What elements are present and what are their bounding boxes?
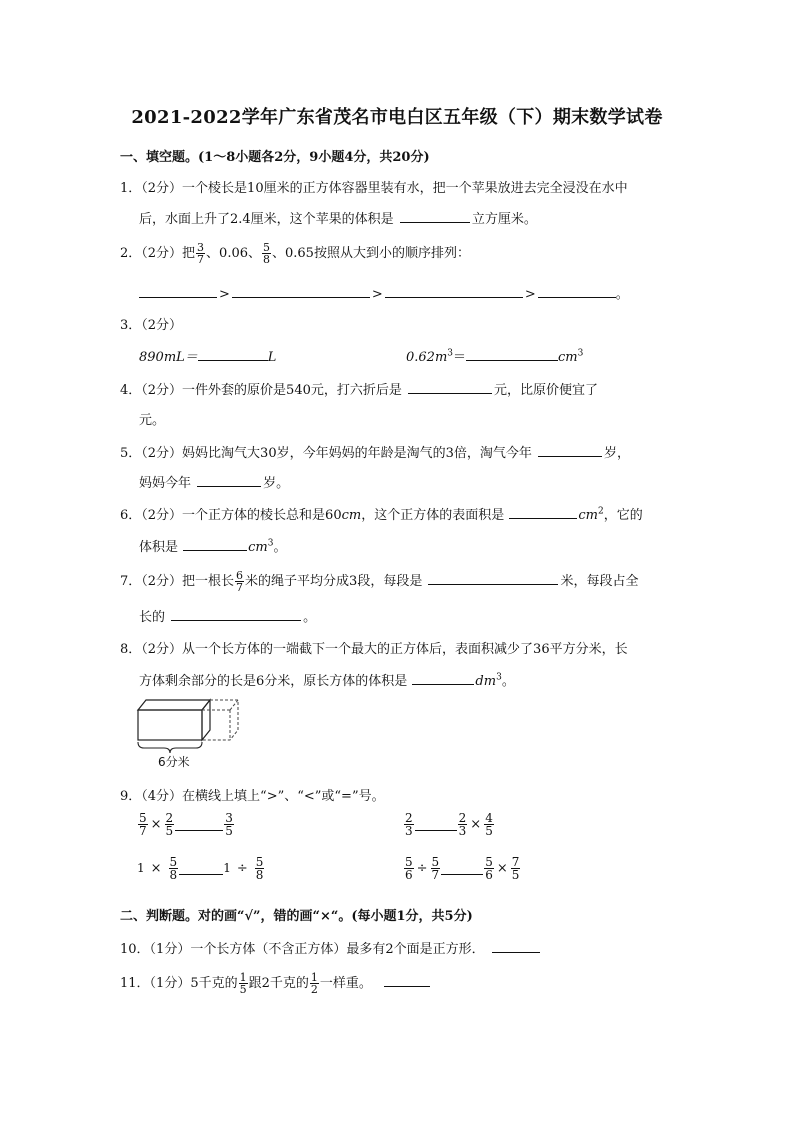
fraction-6-7 [235,570,244,593]
fraction-1-2 [310,972,319,995]
greater-than-sign: > [219,287,230,302]
fraction-denominator: 7 [197,253,205,266]
compare-blank-4[interactable] [441,874,483,875]
fraction-numerator: 5 [255,855,264,869]
fraction-denominator: 5 [485,824,493,838]
question-1-line-1: 1．（2分）一个棱长是10厘米的正方体容器里装有水，把一个苹果放进去完全浸没在水中 [120,181,628,196]
fraction-denominator: 8 [255,868,264,882]
fraction-numerator: 7 [511,855,520,869]
fraction-numerator: 6 [236,569,244,582]
fraction-denominator: 3 [458,824,467,838]
fraction-denominator: 3 [405,824,413,838]
question-1-unit: 立方厘米。 [471,212,537,227]
number-one: 1 [137,861,145,875]
fraction-denominator: 5 [511,868,520,882]
question-11-mid: 跟2千克的 [248,976,309,991]
cuboid-front-face [138,710,202,740]
question-3-b-unit: cm [558,350,578,365]
comparison-2 [403,812,495,837]
fraction [404,812,414,837]
question-8-end: 。 [501,674,515,689]
cuboid-figure [130,696,245,770]
question-3-a-text: 890mL＝ [139,350,198,365]
question-5-blank-1[interactable] [538,445,602,457]
question-10 [120,938,540,957]
fraction [484,812,494,837]
fraction-numerator: 5 [139,811,147,825]
fraction [404,856,414,881]
fraction-denominator: 6 [405,868,413,882]
unit-cm: cm [578,508,598,523]
question-4-blank[interactable] [408,382,492,394]
multiply-sign: × [150,861,162,876]
section-fill-in-heading: 一、填空题。(1～8小题各2分，9小题4分，共20分) [120,150,430,165]
fraction-numerator: 3 [225,811,233,825]
superscript-3: 3 [267,538,274,549]
order-blank-2[interactable] [232,286,370,298]
question-6-blank-2[interactable] [183,539,247,551]
question-2-sep: 、0.06、 [206,246,261,261]
fraction [484,856,494,881]
divide-sign: ÷ [236,861,248,876]
question-1-line-2 [139,208,537,227]
question-5-text: 5．（2分）妈妈比淘气大30岁，今年妈妈的年龄是淘气的3倍，淘气今年 [120,446,532,461]
comparison-3 [137,856,265,881]
question-10-blank[interactable] [492,941,540,953]
question-6-blank-1[interactable] [509,507,577,519]
question-5-blank-2[interactable] [197,475,261,487]
question-3-label: 3．（2分） [120,318,183,333]
question-6-line-1 [120,504,643,523]
fraction-3-7 [196,242,205,265]
fraction-numerator: 5 [431,855,440,869]
comparison-1 [137,812,235,837]
question-11-suffix: 一样重。 [319,976,372,991]
question-10-text: 10．（1分）一个长方体（不含正方体）最多有2个面是正方形． [120,942,485,957]
fraction-denominator: 7 [431,868,440,882]
fraction [255,856,265,881]
fraction-denominator: 5 [165,824,174,838]
question-7-text: 米的绳子平均分成3段，每段是 [245,574,423,589]
compare-blank-3[interactable] [179,874,223,875]
question-7-prefix: 7．（2分）把一根长 [120,574,235,589]
question-7-blank-1[interactable] [428,573,558,585]
fraction-1-5 [239,972,248,995]
question-2-suffix: 、0.65按照从大到小的顺序排列： [272,246,470,261]
cuboid-side-face [202,700,210,740]
fraction-denominator: 5 [225,824,233,838]
question-7-blank-2[interactable] [171,609,301,621]
question-8-line-2 [139,670,515,689]
question-4-line-2: 元。 [139,413,166,428]
fraction-numerator: 1 [239,971,247,984]
multiply-sign: × [496,861,508,876]
fraction-numerator: 5 [169,855,178,869]
unit-dm: dm [475,674,497,689]
fraction [458,812,468,837]
fraction [138,812,148,837]
question-11-blank[interactable] [384,975,430,987]
fraction-denominator: 7 [236,581,244,594]
question-3-b-blank[interactable] [466,349,558,361]
fraction-numerator: 4 [485,811,493,825]
multiply-sign: × [470,817,482,832]
question-7-end: 。 [303,610,317,625]
question-4-line-1 [120,379,598,398]
divide-sign: ÷ [416,861,428,876]
question-6-text-2: ，这个正方体的表面积是 [361,508,505,523]
question-5-unit-2: 岁。 [263,476,290,491]
question-4-text: 4．（2分）一件外套的原价是540元，打六折后是 [120,383,402,398]
question-1-answer-blank[interactable] [400,211,470,223]
fraction-numerator: 5 [405,855,413,869]
unit-cm: cm [341,508,362,523]
question-3-a-unit: L [267,350,277,365]
question-2-answer-row [139,283,629,302]
compare-blank-2[interactable] [415,830,457,831]
question-8-line-1: 8．（2分）从一个长方体的一端截下一个最大的正方体后，表面积减少了36平方分米，长 [120,642,628,657]
question-5-unit-1: 岁， [604,446,631,461]
fraction [165,812,175,837]
fraction-numerator: 2 [405,811,413,825]
cut-cube-edge [230,700,238,710]
length-brace [138,742,202,753]
unit-cm: cm [248,540,268,555]
question-11 [120,972,430,995]
fraction [511,856,521,881]
order-blank-4[interactable] [538,286,616,298]
question-5-text-2: 妈妈今年 [139,476,192,491]
page-title: 2021-2022学年广东省茂名市电白区五年级（下）期末数学试卷 [131,107,663,128]
question-6-end: 。 [273,540,287,555]
fraction [169,856,179,881]
question-6-text-3: ，它的 [603,508,643,523]
fraction [224,812,234,837]
question-7-line-2 [139,606,316,625]
question-2-line-1 [120,242,470,265]
fraction-numerator: 1 [310,971,318,984]
number-one: 1 [223,861,231,875]
fraction-numerator: 5 [263,241,270,254]
fraction-numerator: 2 [458,811,467,825]
greater-than-sign: > [524,287,536,302]
question-3-part-a [139,346,276,365]
compare-blank-1[interactable] [175,830,223,831]
question-8-text: 方体剩余部分的长是6分米，原长方体的体积是 [139,674,408,689]
question-4-text-2: 元，比原价便宜了 [494,383,599,398]
fraction-denominator: 5 [239,983,247,996]
question-7-line-1 [120,570,638,593]
question-6-line-2 [139,536,287,555]
question-11-prefix: 11．（1分）5千克的 [120,976,238,991]
comparison-4 [403,856,521,881]
fraction-numerator: 3 [197,241,205,254]
question-3-a-blank[interactable] [198,349,268,361]
fraction [431,856,441,881]
question-7-text-2: 米，每段占全 [560,574,639,589]
question-2-end: 。 [615,287,629,302]
question-5-line-1 [120,442,630,461]
superscript-2: 2 [597,506,604,517]
fraction-numerator: 2 [165,811,174,825]
question-7-text-3: 长的 [139,610,166,625]
multiply-sign: × [150,817,162,832]
order-blank-3[interactable] [385,286,523,298]
fraction-numerator: 5 [485,855,493,869]
question-6-text-4: 体积是 [139,540,179,555]
fraction-denominator: 6 [485,868,493,882]
order-blank-1[interactable] [139,286,217,298]
superscript-3: 3 [447,348,454,359]
question-8-blank[interactable] [412,673,474,685]
fraction-denominator: 8 [169,868,178,882]
question-5-line-2 [139,472,289,491]
fraction-5-8 [262,242,271,265]
equals-sign: ＝ [453,350,467,365]
question-1-text: 后，水面上升了2.4厘米，这个苹果的体积是 [139,212,394,227]
superscript-3: 3 [577,348,584,359]
question-2-prefix: 2．（2分）把 [120,246,196,261]
fraction-denominator: 2 [310,983,318,996]
superscript-3: 3 [496,672,502,683]
figure-length-label: 6分米 [158,755,190,769]
cuboid-top-face [138,700,210,710]
question-3-part-b [406,346,583,365]
greater-than-sign: > [371,287,383,302]
question-6-text: 6．（2分）一个正方体的棱长总和是60 [120,508,342,523]
fraction-denominator: 7 [139,824,147,838]
fraction-denominator: 8 [263,253,270,266]
question-3-b-text: 0.62m [406,350,448,365]
section-true-false-heading: 二、判断题。对的画“√”，错的画“×“。(每小题1分，共5分) [120,909,473,924]
question-9-label: 9．（4分）在横线上填上“>”、“<”或“=”号。 [120,789,385,804]
